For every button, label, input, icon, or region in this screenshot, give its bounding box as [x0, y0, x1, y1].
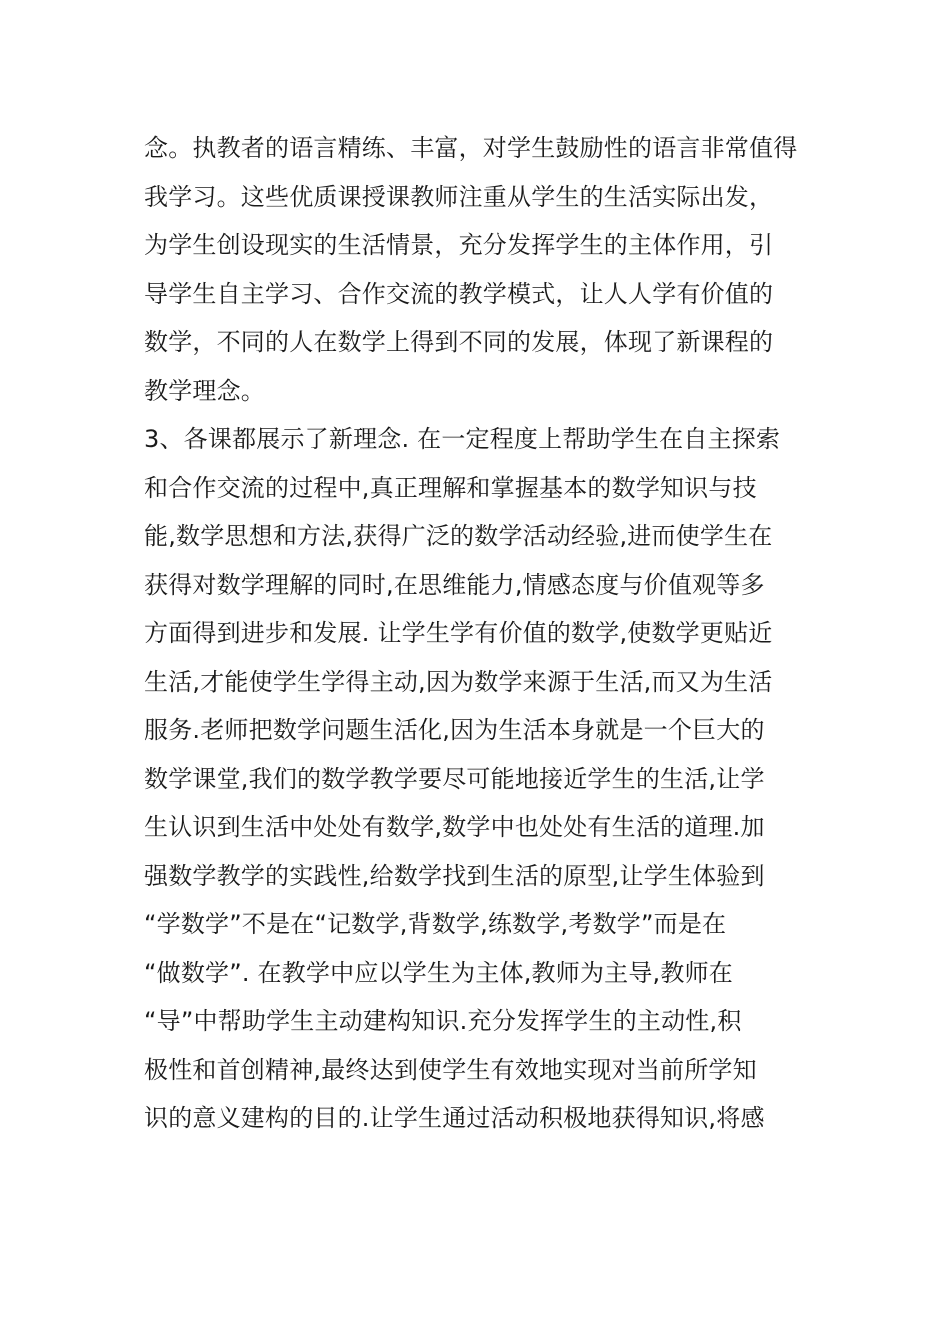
text-line: 服务.老师把数学问题生活化,因为生活本身就是一个巨大的 — [144, 716, 765, 744]
text-line: 强数学教学的实践性,给数学找到生活的原型,让学生体验到 — [144, 861, 765, 890]
text-line: 教学理念。 — [144, 376, 265, 405]
text-line: 3、各课都展示了新理念. 在一定程度上帮助学生在自主探索 — [144, 425, 781, 453]
text-line: 数学，不同的人在数学上得到不同的发展，体现了新课程的 — [144, 328, 774, 356]
text-line: “做数学”. 在教学中应以学生为主体,教师为主导,教师在 — [144, 958, 733, 987]
text-line: 导学生自主学习、合作交流的教学模式，让人人学有价值的 — [144, 279, 774, 308]
text-line: 生认识到生活中处处有数学,数学中也处处有生活的道理.加 — [144, 813, 765, 841]
text-line: 我学习。这些优质课授课教师注重从学生的生活实际出发， — [144, 182, 774, 211]
text-line: 生活,才能使学生学得主动,因为数学来源于生活,而又为生活 — [144, 667, 773, 696]
text-line: “学数学”不是在“记数学,背数学,练数学,考数学”而是在 — [144, 910, 727, 938]
body-text — [144, 124, 824, 1143]
text-line: 识的意义建构的目的.让学生通过活动积极地获得知识,将感 — [144, 1104, 765, 1132]
text-line: 能,数学思想和方法,获得广泛的数学活动经验,进而使学生在 — [144, 522, 773, 550]
text-line: 和合作交流的过程中,真正理解和掌握基本的数学知识与技 — [144, 473, 757, 502]
text-line: 获得对数学理解的同时,在思维能力,情感态度与价值观等多 — [144, 570, 765, 599]
text-line: 方面得到进步和发展. 让学生学有价值的数学,使数学更贴近 — [144, 619, 773, 647]
text-line: 数学课堂,我们的数学教学要尽可能地接近学生的生活,让学 — [144, 764, 765, 793]
text-line: 念。执教者的语言精练、丰富，对学生鼓励性的语言非常值得 — [144, 134, 798, 162]
text-line: 极性和首创精神,最终达到使学生有效地实现对当前所学知 — [144, 1055, 757, 1084]
text-line: 为学生创设现实的生活情景，充分发挥学生的主体作用，引 — [144, 231, 774, 259]
text-line: “导”中帮助学生主动建构知识.充分发挥学生的主动性,积 — [144, 1007, 742, 1035]
